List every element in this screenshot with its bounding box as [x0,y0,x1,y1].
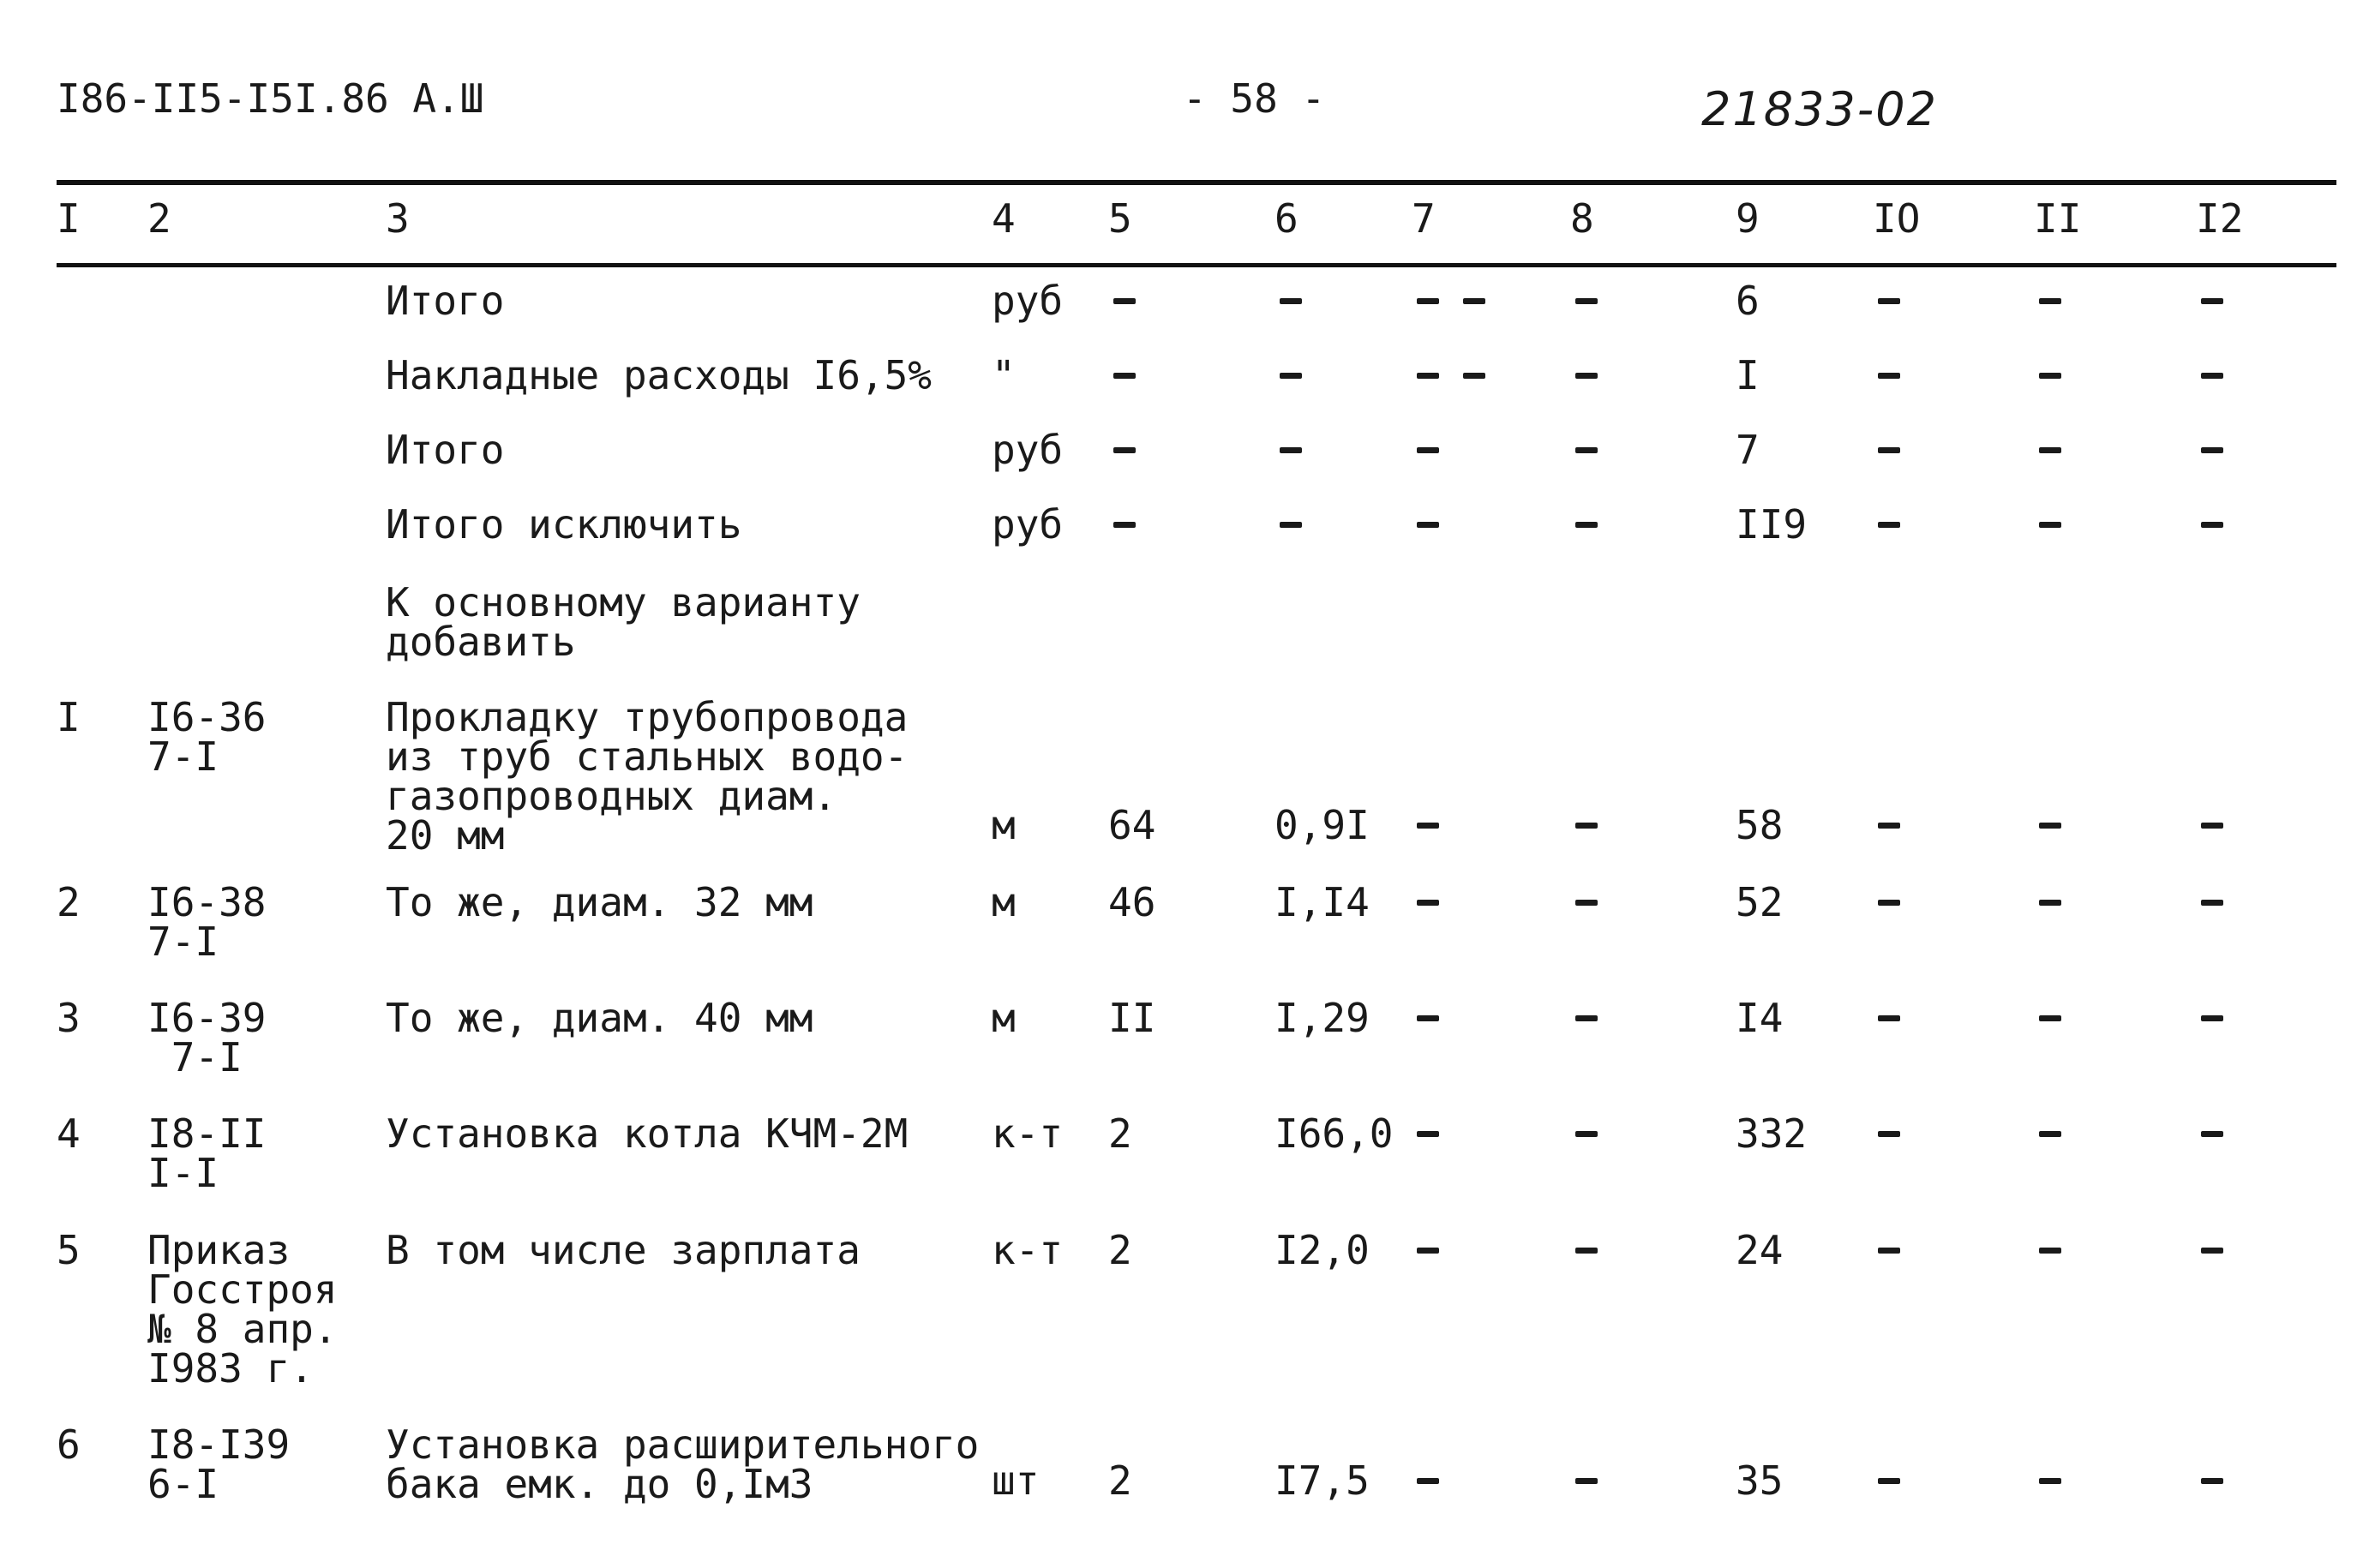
dash-mark [1575,1478,1598,1484]
dash-cell [1873,805,1941,845]
dash-mark [1575,1248,1598,1254]
dash-cell [1570,883,1639,922]
table-cell-col-2: I6-38 7-I [147,879,267,965]
dash-mark [1575,1015,1598,1021]
dash-mark [1417,522,1439,528]
dash-cell [1570,505,1639,544]
dash-cell [2196,281,2264,320]
table-cell-col-4: м [992,995,1016,1041]
dash-mark [1878,1015,1900,1021]
dash-cell [2034,805,2102,845]
dash-cell [1873,1461,1941,1500]
table-cell-col-4: к-т [992,1227,1064,1273]
table-cell-col-4: руб [992,501,1064,548]
dash-mark [1878,1248,1900,1254]
document-code: I86-II5-I5I.86 А.Ш [57,75,484,122]
table-cell-col-4: руб [992,278,1064,324]
table-top-rule [57,180,2336,185]
table-cell-col-4: шт [992,1457,1040,1504]
dash-mark [1280,373,1302,379]
dash-cell [2196,1114,2264,1153]
table-cell-col-9: I [1736,352,1760,398]
dash-mark [1575,522,1598,528]
column-header-2: 2 [147,195,171,242]
table-header-rule [57,263,2336,267]
dash-cell [2196,998,2264,1038]
table-cell-col-2: I8-I39 6-I [147,1421,291,1507]
dash-mark [2201,298,2223,304]
table-cell-col-6: I7,5 [1274,1457,1370,1504]
dash-cell [1873,356,1941,395]
dash-cell [2034,998,2102,1038]
dash-cell [2034,883,2102,922]
dash-mark [1417,298,1439,304]
table-cell-col-2: I6-39 7-I [147,995,267,1080]
dash-mark [1417,1478,1439,1484]
table-cell-col-1: I [57,694,81,740]
dash-cell [1274,430,1343,470]
dash-cell [1570,356,1639,395]
dash-mark [2039,823,2061,829]
dash-cell [2034,505,2102,544]
dash-cell [1873,1230,1941,1270]
dash-cell [1412,805,1480,845]
table-cell-col-5: 46 [1108,879,1156,925]
dash-mark [2039,298,2061,304]
dash-cell [2196,430,2264,470]
dash-cell [1570,998,1639,1038]
dash-mark [2201,1248,2223,1254]
column-header-1: I [57,195,81,242]
table-cell-col-9: II9 [1736,501,1808,548]
dash-mark [1575,900,1598,906]
dash-mark [1878,823,1900,829]
dash-cell [2196,805,2264,845]
dash-cell [1108,505,1177,544]
dash-cell [2034,356,2102,395]
dash-mark [1878,298,1900,304]
table-cell-col-9: 52 [1736,879,1784,925]
dash-mark [1575,823,1598,829]
dash-cell [1570,805,1639,845]
table-cell-col-3: Прокладку трубопровода из труб стальных водо- газопроводных диам. 20 мм [386,694,909,859]
table-cell-col-3: Итого [386,278,505,324]
table-cell-col-6: I66,0 [1274,1110,1394,1157]
dash-mark [1878,1131,1900,1137]
table-cell-col-3: То же, диам. 40 мм [386,995,813,1041]
dash-cell [2034,430,2102,470]
column-header-3: 3 [386,195,410,242]
dash-cell [1412,998,1480,1038]
table-cell-col-3: Установка расширительного бака емк. до 0,Iм3 [386,1421,980,1507]
dash-cell [1873,281,1941,320]
dash-mark [2201,823,2223,829]
dash-mark [2201,373,2223,379]
column-header-11: II [2034,195,2082,242]
table-cell-col-5: 2 [1108,1110,1132,1157]
table-cell-col-9: 7 [1736,427,1760,473]
dash-mark [2039,1248,2061,1254]
column-header-7: 7 [1412,195,1436,242]
column-header-8: 8 [1570,195,1594,242]
dash-mark [1280,298,1302,304]
dash-mark [1417,1131,1439,1137]
table-cell-col-4: руб [992,427,1064,473]
dash-mark [1878,447,1900,453]
column-header-10: IO [1873,195,1921,242]
dash-cell [1873,505,1941,544]
table-cell-col-4: м [992,879,1016,925]
dash-mark [1280,447,1302,453]
page-number: - 58 - [1183,75,1326,122]
dash-cell [1274,356,1343,395]
table-cell-col-4: " [992,352,1016,398]
table-cell-col-3: То же, диам. 32 мм [386,879,813,925]
table-cell-col-3: Установка котла КЧМ-2М [386,1110,909,1157]
dash-cell [2196,356,2264,395]
table-cell-col-5: 2 [1108,1457,1132,1504]
dash-mark [1878,522,1900,528]
table-cell-col-6: 0,9I [1274,802,1370,848]
table-cell-col-6: I,29 [1274,995,1370,1041]
dash-mark [1878,1478,1900,1484]
table-cell-col-6: I2,0 [1274,1227,1370,1273]
dash-cell [1108,430,1177,470]
table-cell-col-2: I8-II I-I [147,1110,267,1196]
dash-mark [2201,1015,2223,1021]
dash-cell [1570,1114,1639,1153]
column-header-4: 4 [992,195,1016,242]
registration-stamp: 21833-02 [1701,82,1938,136]
dash-mark [1417,1248,1439,1254]
dash-cell [1412,1230,1480,1270]
table-cell-col-9: 332 [1736,1110,1808,1157]
dash-mark [2201,1131,2223,1137]
dash-cell [2034,1461,2102,1500]
dash-cell [1570,1461,1639,1500]
dash-cell [1873,430,1941,470]
dash-mark [1417,823,1439,829]
dash-mark [1417,900,1439,906]
dash-cell [1412,430,1480,470]
table-cell-col-1: 6 [57,1421,81,1468]
table-cell-col-1: 5 [57,1227,81,1273]
dash-cell [1412,356,1480,395]
table-cell-col-1: 3 [57,995,81,1041]
dash-cell [1412,883,1480,922]
dash-mark [1878,373,1900,379]
dash-mark [1575,447,1598,453]
table-cell-col-3: К основному варианту добавить [386,579,861,665]
dash-cell [1570,281,1639,320]
dash-cell [2034,1230,2102,1270]
dash-mark [2039,373,2061,379]
table-cell-col-3: Итого [386,427,505,473]
dash-cell [1108,281,1177,320]
dash-mark [2039,1131,2061,1137]
table-cell-col-3: В том числе зарплата [386,1227,861,1273]
dash-cell [1274,281,1343,320]
dash-cell [1412,505,1480,544]
table-cell-col-9: 58 [1736,802,1784,848]
dash-mark [2039,1015,2061,1021]
dash-mark [1463,298,1485,304]
table-cell-col-3: Накладные расходы I6,5% [386,352,932,398]
table-cell-col-4: м [992,802,1016,848]
dash-mark [1417,373,1439,379]
table-cell-col-9: 24 [1736,1227,1784,1273]
dash-cell [1570,1230,1639,1270]
table-cell-col-1: 4 [57,1110,81,1157]
dash-mark [1575,298,1598,304]
dash-cell [1570,430,1639,470]
dash-mark [2039,447,2061,453]
dash-cell [2196,883,2264,922]
dash-cell [1412,1114,1480,1153]
table-cell-col-9: I4 [1736,995,1784,1041]
table-cell-col-5: 2 [1108,1227,1132,1273]
table-cell-col-2: Приказ Госстроя № 8 апр. I983 г. [147,1227,338,1391]
table-cell-col-4: к-т [992,1110,1064,1157]
dash-mark [2201,447,2223,453]
dash-mark [1113,522,1136,528]
dash-cell [1873,883,1941,922]
dash-cell [2034,281,2102,320]
dash-mark [2039,522,2061,528]
dash-cell [2196,505,2264,544]
dash-cell [2196,1230,2264,1270]
dash-cell [1108,356,1177,395]
dash-mark [2201,900,2223,906]
dash-mark [1417,1015,1439,1021]
dash-cell [2196,1461,2264,1500]
dash-cell [1873,1114,1941,1153]
column-header-9: 9 [1736,195,1760,242]
column-header-6: 6 [1274,195,1298,242]
dash-mark [1113,447,1136,453]
dash-mark [1280,522,1302,528]
dash-cell [1873,998,1941,1038]
dash-mark [2039,900,2061,906]
table-cell-col-5: II [1108,995,1156,1041]
dash-mark [1417,447,1439,453]
table-cell-col-3: Итого исключить [386,501,742,548]
table-cell-col-6: I,I4 [1274,879,1370,925]
table-cell-col-5: 64 [1108,802,1156,848]
dash-mark [2039,1478,2061,1484]
table-cell-col-1: 2 [57,879,81,925]
table-cell-col-9: 35 [1736,1457,1784,1504]
dash-cell [1412,1461,1480,1500]
table-cell-col-9: 6 [1736,278,1760,324]
dash-mark [1575,1131,1598,1137]
dash-cell [1274,505,1343,544]
dash-mark [1878,900,1900,906]
dash-mark [2201,522,2223,528]
table-cell-col-2: I6-36 7-I [147,694,267,780]
dash-mark [1463,373,1485,379]
dash-mark [1113,373,1136,379]
column-header-12: I2 [2196,195,2244,242]
dash-mark [1113,298,1136,304]
dash-mark [2201,1478,2223,1484]
dash-cell [2034,1114,2102,1153]
column-header-5: 5 [1108,195,1132,242]
dash-mark [1575,373,1598,379]
dash-cell [1412,281,1480,320]
